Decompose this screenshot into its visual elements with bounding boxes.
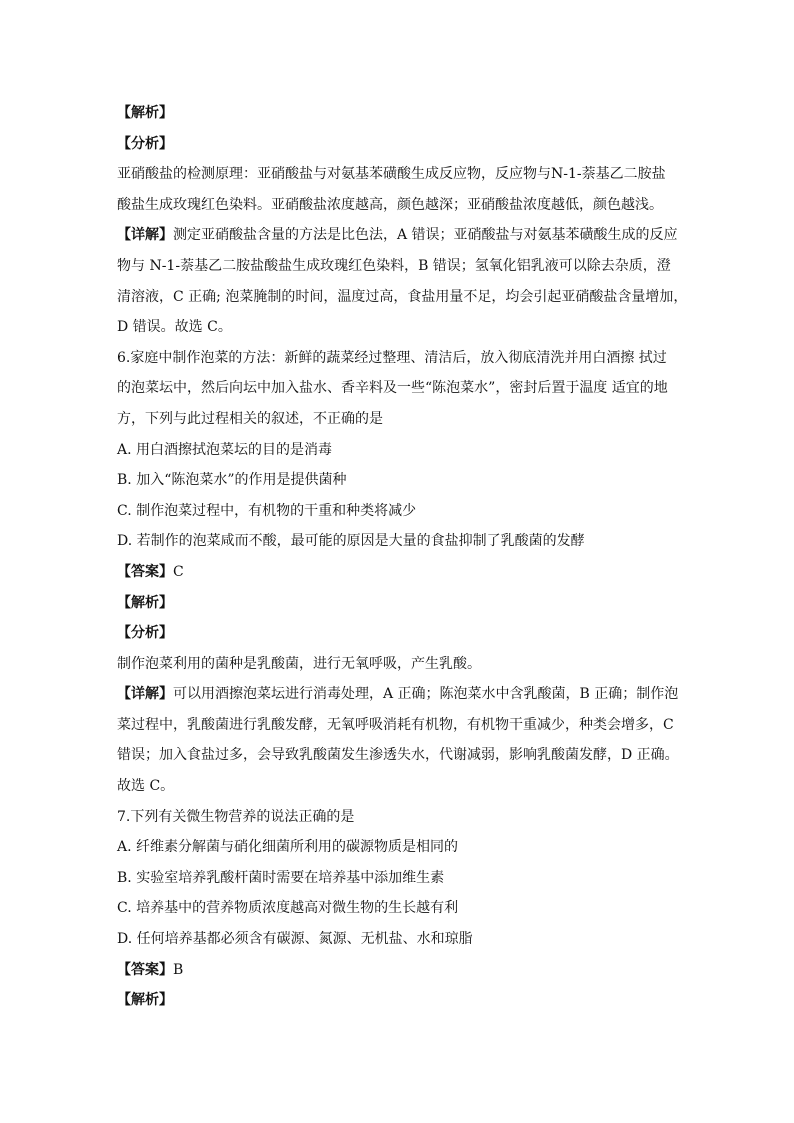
line-text: 亚硝酸盐的检测原理：亚硝酸盐与对氨基苯磺酸生成反应物，反应物与N-1-萘基乙二胺盐 <box>117 166 666 183</box>
text-line <box>117 679 687 710</box>
document-page <box>117 98 687 1016</box>
section-label: 【答案】 <box>117 961 173 978</box>
text-line <box>117 557 687 588</box>
line-text: D. 任何培养基都必须含有碳源、氮源、无机盐、水和琼脂 <box>117 931 473 948</box>
text-line <box>117 955 687 986</box>
line-text: C. 培养基中的营养物质浓度越高对微生物的生长越有利 <box>117 900 459 917</box>
line-text: A. 用白酒擦拭泡菜坛的目的是消毒 <box>117 441 333 458</box>
line-text: 菜过程中，乳酸菌进行乳酸发酵，无氧呼吸消耗有机物，有机物干重减少，种类会增多，C <box>117 716 674 733</box>
line-text: 制作泡菜利用的菌种是乳酸菌，进行无氧呼吸，产生乳酸。 <box>117 655 481 672</box>
line-text: 测定亚硝酸盐含量的方法是比色法，A 错误；亚硝酸盐与对氨基苯磺酸生成的反应 <box>173 227 678 244</box>
text-line <box>117 832 687 863</box>
line-text: 错误；加入食盐过多，会导致乳酸菌发生渗透失水，代谢减弱，影响乳酸菌发酵，D 正确。 <box>117 747 679 764</box>
text-line <box>117 863 687 894</box>
text-line <box>117 710 687 741</box>
section-label: 【详解】 <box>117 686 173 703</box>
line-text: C <box>173 563 184 580</box>
line-text: 6.家庭中制作泡菜的方法：新鲜的蔬菜经过整理、清洁后，放入彻底清洗并用白酒擦 拭过 <box>117 349 667 366</box>
text-line <box>117 740 687 771</box>
line-text: 【解析】 <box>117 594 173 611</box>
line-text: 清溶液，C 正确; 泡菜腌制的时间，温度过高，食盐用量不足，均会引起亚硝酸盐含量增加， <box>117 288 688 305</box>
line-text: 方，下列与此过程相关的叙述，不正确的是 <box>117 410 383 427</box>
line-text: 可以用酒擦泡菜坛进行消毒处理，A 正确；陈泡菜水中含乳酸菌，B 正确；制作泡 <box>173 686 679 703</box>
text-line <box>117 435 687 466</box>
text-line <box>117 129 687 160</box>
line-text: 【分析】 <box>117 135 173 152</box>
line-text: B <box>173 961 184 978</box>
text-line <box>117 985 687 1016</box>
line-text: D. 若制作的泡菜咸而不酸，最可能的原因是大量的食盐抑制了乳酸菌的发酵 <box>117 533 585 550</box>
text-line <box>117 526 687 557</box>
text-line <box>117 251 687 282</box>
text-line <box>117 220 687 251</box>
text-line <box>117 343 687 374</box>
section-label: 【答案】 <box>117 563 173 580</box>
text-line <box>117 373 687 404</box>
line-text: B. 加入“陈泡菜水”的作用是提供菌种 <box>117 472 347 489</box>
text-line <box>117 404 687 435</box>
line-text: 【分析】 <box>117 625 173 642</box>
line-text: C. 制作泡菜过程中，有机物的干重和种类将减少 <box>117 502 417 519</box>
text-line <box>117 802 687 833</box>
text-line <box>117 924 687 955</box>
line-text: 【解析】 <box>117 992 173 1009</box>
line-text: 物与 N-1-萘基乙二胺盐酸盐生成玫瑰红色染料，B 错误；氢氧化铝乳液可以除去杂质，澄 <box>117 257 671 274</box>
section-label: 【详解】 <box>117 227 173 244</box>
text-line <box>117 588 687 619</box>
line-text: 【解析】 <box>117 105 173 121</box>
text-line <box>117 312 687 343</box>
line-text: 7.下列有关微生物营养的说法正确的是 <box>117 808 355 825</box>
line-text: D 错误。故选 C。 <box>117 319 232 336</box>
text-line <box>117 618 687 649</box>
line-text: B. 实验室培养乳酸杆菌时需要在培养基中添加维生素 <box>117 869 445 886</box>
line-text: A. 纤维素分解菌与硝化细菌所利用的碳源物质是相同的 <box>117 839 459 856</box>
text-line <box>117 190 687 221</box>
text-line <box>117 893 687 924</box>
line-text: 酸盐生成玫瑰红色染料。亚硝酸盐浓度越高，颜色越深；亚硝酸盐浓度越低，颜色越浅。 <box>117 196 663 213</box>
text-line <box>117 282 687 313</box>
line-text: 的泡菜坛中，然后向坛中加入盐水、香辛料及一些“陈泡菜水”，密封后置于温度 适宜的地 <box>117 380 668 397</box>
line-text: 故选 C。 <box>117 778 175 795</box>
text-line <box>117 159 687 190</box>
text-line <box>117 649 687 680</box>
text-line <box>117 771 687 802</box>
text-line <box>117 496 687 527</box>
text-line <box>117 465 687 496</box>
text-line <box>117 98 687 129</box>
